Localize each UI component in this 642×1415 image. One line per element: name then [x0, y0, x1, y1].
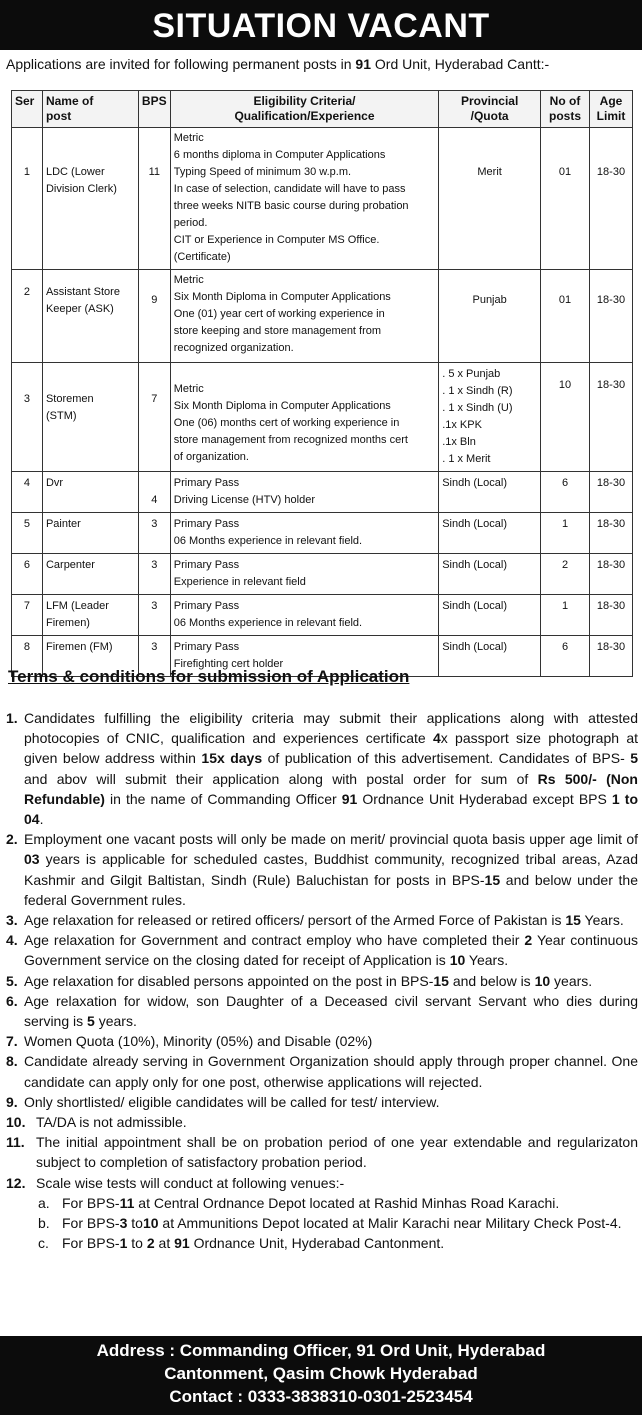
cell-posts: 6: [541, 472, 590, 513]
cell-quota: Sindh (Local): [439, 513, 541, 554]
cell-ser: 1: [12, 128, 43, 270]
cell-ser: 7: [12, 595, 43, 636]
cell-bps: 3: [138, 595, 170, 636]
intro-post: Ord Unit, Hyderabad Cantt:-: [371, 56, 550, 72]
terms-heading: Terms & conditions for submission of Application: [8, 667, 410, 686]
cell-quota: Sindh (Local): [439, 554, 541, 595]
terms-item-number: 6.: [6, 992, 18, 1009]
cell-bps: 3: [138, 636, 170, 677]
terms-item: [6, 829, 638, 910]
intro-pre: Applications are invited for following permanent posts in: [6, 56, 356, 72]
cell-quota: Sindh (Local): [439, 472, 541, 513]
terms-item: [6, 1173, 638, 1193]
terms-item-number: 11.: [6, 1134, 25, 1151]
terms-item-text: Age relaxation for released or retired officers/ persort of the Armed Force of Pakistan is 15 Years.: [24, 912, 624, 929]
cell-ser: 4: [12, 472, 43, 513]
cell-name: Dvr: [42, 472, 138, 513]
table-row: [12, 554, 633, 595]
venue-subitem: [6, 1193, 638, 1213]
terms-item-number: 12.: [6, 1174, 26, 1191]
cell-posts: 1: [541, 513, 590, 554]
header-quota: Provincial /Quota: [439, 91, 541, 128]
header-eligibility: Eligibility Criteria/ Qualification/Experience: [170, 91, 438, 128]
terms-item: [6, 708, 638, 829]
terms-item-number: 4.: [6, 932, 18, 949]
header-name: Name of post: [42, 91, 138, 128]
venue-subitem-letter: b.: [38, 1215, 50, 1232]
venue-subitem: [6, 1213, 638, 1233]
terms-item-number: 1.: [6, 710, 18, 726]
cell-name: LFM (Leader Firemen): [42, 595, 138, 636]
posts-table: [11, 90, 633, 677]
cell-age: 18-30: [589, 472, 632, 513]
cell-eligibility: Primary Pass Experience in relevant field: [170, 554, 438, 595]
terms-item: [6, 1051, 638, 1091]
table-row: [12, 513, 633, 554]
terms-item: [6, 991, 638, 1031]
header-ser: Ser: [12, 91, 43, 128]
table-header-row: [12, 91, 633, 128]
terms-item-text: Scale wise tests will conduct at following venues:-: [36, 1174, 345, 1191]
terms-item: [6, 1132, 638, 1172]
table-row: [12, 128, 633, 270]
cell-eligibility: Primary Pass 06 Months experience in relevant field.: [170, 513, 438, 554]
cell-age: 18-30: [589, 595, 632, 636]
cell-quota: Punjab: [439, 270, 541, 363]
terms-item: [6, 971, 638, 991]
cell-age: 18-30: [589, 513, 632, 554]
cell-bps: 3: [138, 554, 170, 595]
terms-item: [6, 910, 638, 930]
cell-name: Carpenter: [42, 554, 138, 595]
cell-age: 18-30: [589, 270, 632, 363]
cell-name: Firemen (FM): [42, 636, 138, 677]
page-title: SITUATION VACANT: [152, 7, 490, 45]
header-bps: BPS: [138, 91, 170, 128]
cell-eligibility: Primary Pass 06 Months experience in relevant field.: [170, 595, 438, 636]
cell-ser: 6: [12, 554, 43, 595]
header-posts: No of posts: [541, 91, 590, 128]
table-row: [12, 472, 633, 513]
cell-posts: 2: [541, 554, 590, 595]
terms-item-text: Age relaxation for disabled persons appointed on the post in BPS-15 and below is 10 years.: [24, 972, 593, 989]
cell-posts: 10: [541, 363, 590, 472]
venue-subitem-text: For BPS-1 to 2 at 91 Ordnance Unit, Hyderabad Cantonment.: [62, 1235, 445, 1252]
terms-item-text: The initial appointment shall be on probation period of one year extendable and regularizaton subject to completion of satisfactory probation period.: [36, 1134, 638, 1171]
cell-bps: 4: [138, 472, 170, 513]
cell-name: LDC (Lower Division Clerk): [42, 128, 138, 270]
terms-item: [6, 1092, 638, 1112]
cell-quota: Sindh (Local): [439, 595, 541, 636]
terms-item-text: Candidate already serving in Government Organization should apply through proper channel. One candidate can apply only for one post, otherwise applications will rejected.: [24, 1053, 638, 1090]
contact-footer: [0, 1336, 642, 1415]
cell-quota: . 5 x Punjab . 1 x Sindh (R) . 1 x Sindh (U) .1x KPK .1x Bln . 1 x Merit: [439, 363, 541, 472]
terms-item-text: Age relaxation for widow, son Daughter of a Deceased civil servant Servant who dies during serving is 5 years.: [24, 992, 638, 1030]
terms-item-number: 8.: [6, 1053, 18, 1070]
cell-name: Assistant Store Keeper (ASK): [42, 270, 138, 363]
terms-item: [6, 930, 638, 970]
cell-quota: Merit: [439, 128, 541, 270]
terms-item-number: 9.: [6, 1093, 18, 1110]
terms-item: [6, 1031, 638, 1051]
terms-item: [6, 1112, 638, 1132]
terms-item-number: 10.: [6, 1114, 26, 1131]
cell-eligibility: Metric Six Month Diploma in Computer Applications One (06) months cert of working experience in store management from recognized months cert of organization.: [170, 363, 438, 472]
cell-age: 18-30: [589, 554, 632, 595]
cell-ser: 8: [12, 636, 43, 677]
terms-item-text: Candidates fulfilling the eligibility criteria may submit their applications along with attested photocopies of CNIC, qualification and experiences certificate 4x passport size photograph at given below address within 15x days of publication of this advertisement. Candidates of BPS- 5 and abov will submit their application along with postal order for sum of Rs 500/- (Non Refundable) in the name of Commanding Officer 91 Ordnance Unit Hyderabad except BPS 1 to 04.: [24, 710, 639, 828]
cell-name: Painter: [42, 513, 138, 554]
cell-quota: Sindh (Local): [439, 636, 541, 677]
footer-address-line2: Cantonment, Qasim Chowk Hyderabad: [164, 1364, 478, 1383]
terms-list: [6, 708, 638, 1253]
terms-item-number: 7.: [6, 1033, 18, 1050]
intro-unit-number: 91: [355, 56, 371, 72]
cell-name: Storemen (STM): [42, 363, 138, 472]
venue-subitem-text: For BPS-11 at Central Ordnance Depot located at Rashid Minhas Road Karachi.: [62, 1194, 560, 1211]
terms-item-number: 2.: [6, 831, 18, 848]
header-age: Age Limit: [589, 91, 632, 128]
cell-ser: 5: [12, 513, 43, 554]
cell-bps: 7: [138, 363, 170, 472]
terms-item-text: Age relaxation for Government and contract employ who have completed their 2 Year continuous Government service on the closing dated for receipt of Application is 10 Years.: [24, 932, 639, 969]
cell-age: 18-30: [589, 128, 632, 270]
table-row: [12, 595, 633, 636]
venue-subitem-letter: a.: [38, 1194, 50, 1211]
intro-text: [6, 56, 549, 72]
cell-age: 18-30: [589, 363, 632, 472]
cell-bps: 9: [138, 270, 170, 363]
footer-address-line1: Address : Commanding Officer, 91 Ord Unit, Hyderabad: [96, 1341, 546, 1360]
cell-eligibility: Metric 6 months diploma in Computer Applications Typing Speed of minimum 30 w.p.m. In case of selection, candidate will have to pass three weeks NITB basic course during probation period. CIT or Experience in Computer MS Office. (Certificate): [170, 128, 438, 270]
terms-item-text: Employment one vacant posts will only be made on merit/ provincial quota basis upper age limit of 03 years is applicable for scheduled castes, Buddhist community, recognized tribal areas, Azad Kashmir and Gilgit Baltistan, Sindh (Rule) Baluchistan for posts in BPS-15 and below under the federal Government rules.: [24, 831, 639, 908]
cell-eligibility: Metric Six Month Diploma in Computer Applications One (01) year cert of working experience in store keeping and store management from recognized organization.: [170, 270, 438, 363]
table-row: [12, 363, 633, 472]
terms-item-text: Women Quota (10%), Minority (05%) and Disable (02%): [24, 1033, 373, 1050]
terms-item-number: 5.: [6, 972, 18, 989]
cell-eligibility: Primary Pass Driving License (HTV) holder: [170, 472, 438, 513]
cell-ser: 3: [12, 363, 43, 472]
table-row: [12, 270, 633, 363]
venue-subitem-letter: c.: [38, 1235, 49, 1252]
cell-posts: 01: [541, 270, 590, 363]
cell-posts: 6: [541, 636, 590, 677]
cell-ser: 2: [12, 270, 43, 363]
terms-item-number: 3.: [6, 912, 18, 929]
footer-contact: Contact : 0333-3838310-0301-2523454: [169, 1387, 473, 1406]
cell-posts: 1: [541, 595, 590, 636]
cell-eligibility: Primary Pass Firefighting cert holder: [170, 636, 438, 677]
cell-bps: 3: [138, 513, 170, 554]
terms-item-text: Only shortlisted/ eligible candidates will be called for test/ interview.: [24, 1093, 440, 1110]
terms-item-text: TA/DA is not admissible.: [36, 1114, 187, 1131]
page-title-banner: [0, 0, 642, 50]
venue-subitem-text: For BPS-3 to10 at Ammunitions Depot located at Malir Karachi near Military Check Post-4.: [62, 1215, 622, 1232]
cell-posts: 01: [541, 128, 590, 270]
cell-age: 18-30: [589, 636, 632, 677]
venue-subitem: [6, 1233, 638, 1253]
cell-bps: 11: [138, 128, 170, 270]
